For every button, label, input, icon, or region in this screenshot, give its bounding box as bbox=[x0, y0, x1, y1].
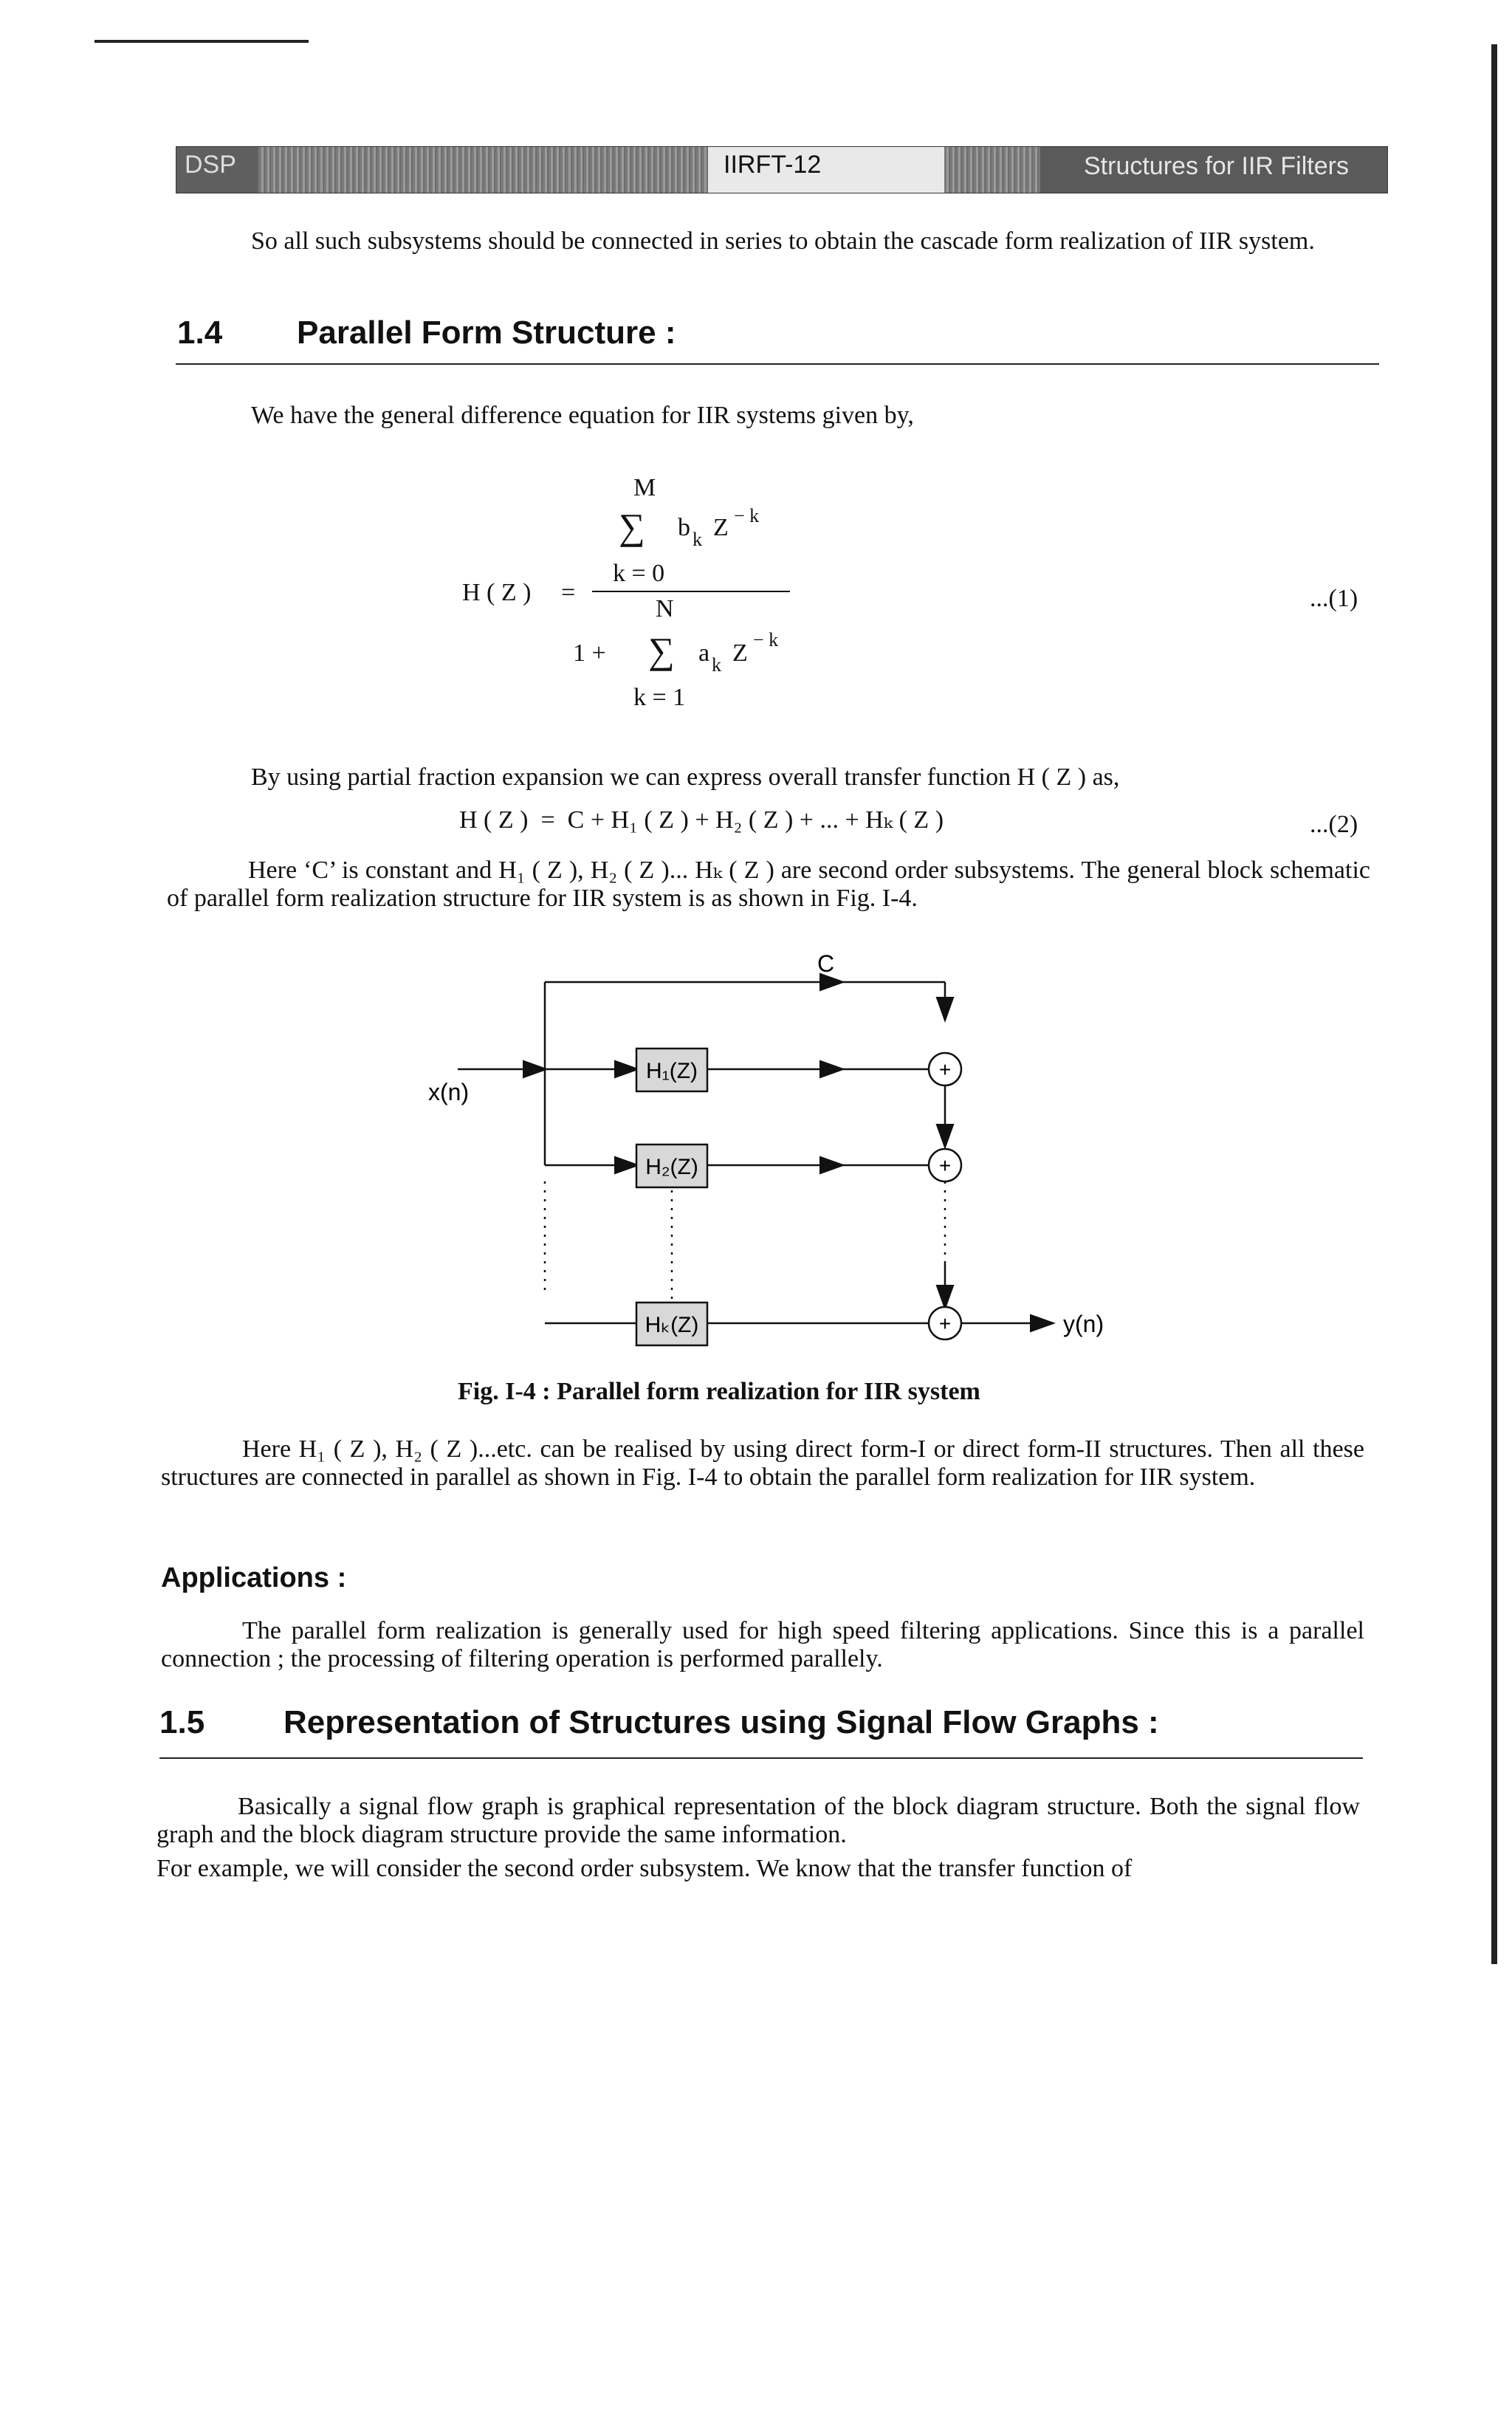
eq1-num-lower-limit: k = 0 bbox=[613, 560, 665, 587]
eq1-den-upper-limit: N bbox=[656, 595, 674, 622]
eq1-num-z: Z bbox=[713, 514, 729, 541]
eq1-den-lower-limit: k = 1 bbox=[633, 684, 686, 711]
eq1-den-sup: − k bbox=[753, 629, 779, 651]
parallel-form-diagram bbox=[428, 945, 1122, 1366]
figure-caption: Fig. I-4 : Parallel form realization for IIR system bbox=[458, 1378, 980, 1405]
h1-label: H₁(Z) bbox=[645, 1059, 698, 1083]
eq1-den-prefix: 1 + bbox=[573, 639, 606, 667]
eq1-equals: = bbox=[561, 579, 576, 606]
paragraph-partial-fraction: By using partial fraction expansion we can express overall transfer function H ( Z ) as, bbox=[251, 763, 1120, 791]
input-label: x(n) bbox=[428, 1079, 470, 1105]
equation-2: H ( Z ) = C + H₁ ( Z ) + H₂ ( Z ) + ... + Hₖ ( Z ) bbox=[459, 806, 944, 834]
intro-paragraph: So all such subsystems should be connected in series to obtain the cascade form realization of IIR system. bbox=[251, 227, 1315, 255]
eq1-num-sum: ∑ bbox=[619, 506, 645, 547]
header-page-number: IIRFT-12 bbox=[724, 151, 822, 179]
section-title-1-4: Parallel Form Structure : bbox=[297, 315, 676, 351]
paragraph-sfg-example: For example, we will consider the second order subsystem. We know that the transfer function of bbox=[157, 1855, 1133, 1882]
section-number-1-5: 1.5 bbox=[159, 1704, 205, 1740]
adder-k-sign: + bbox=[938, 1312, 952, 1335]
adder-1-sign: + bbox=[938, 1058, 952, 1081]
eq1-fraction-bar bbox=[592, 591, 790, 592]
eq1-num-upper-limit: M bbox=[633, 474, 656, 501]
eq1-lhs: H ( Z ) bbox=[462, 579, 532, 606]
section-number-1-4: 1.4 bbox=[177, 315, 223, 351]
eq1-num-sup: − k bbox=[734, 505, 760, 526]
applications-heading: Applications : bbox=[161, 1562, 347, 1593]
eq1-tag: ...(1) bbox=[1310, 585, 1358, 612]
eq2-tag: ...(2) bbox=[1310, 811, 1358, 838]
section-rule-1-5 bbox=[159, 1757, 1363, 1759]
eq1-den-sum: ∑ bbox=[648, 630, 675, 671]
header-chapter-title: Structures for IIR Filters bbox=[1084, 152, 1349, 180]
eq1-num-b: b bbox=[678, 514, 690, 541]
header-left-label: DSP bbox=[185, 151, 236, 179]
eq1-den-sub: k bbox=[712, 654, 721, 676]
page-edge-shadow bbox=[1491, 44, 1497, 1964]
hk-label: Hₖ(Z) bbox=[645, 1313, 699, 1337]
eq1-den-z: Z bbox=[732, 639, 748, 667]
adder-2-sign: + bbox=[938, 1154, 952, 1177]
output-label: y(n) bbox=[1063, 1311, 1104, 1337]
top-scan-line bbox=[94, 40, 309, 43]
section-title-1-5: Representation of Structures using Signal Flow Graphs : bbox=[284, 1704, 1159, 1740]
eq1-den-a: a bbox=[698, 639, 710, 667]
c-label: C bbox=[817, 950, 835, 977]
eq1-num-sub: k bbox=[693, 529, 702, 550]
paragraph-realisation: Here H₁ ( Z ), H₂ ( Z )...etc. can be realised by using direct form-I or direct form-II structures. Then all these structures are connected in parallel as shown in Fig. I-4 to obtain the parallel form realization for IIR system. bbox=[161, 1435, 1364, 1491]
paragraph-difference-eq-intro: We have the general difference equation for IIR systems given by, bbox=[251, 402, 914, 429]
paragraph-subsystems: Here ‘C’ is constant and H₁ ( Z ), H₂ ( Z )... Hₖ ( Z ) are second order subsystems. The general block schematic of parallel form realization structure for IIR system is as shown in Fig. I-4. bbox=[167, 857, 1370, 912]
paragraph-applications: The parallel form realization is generally used for high speed filtering applications. Since this is a parallel connection ; the processing of filtering operation is performed parallely. bbox=[161, 1617, 1364, 1672]
section-rule-1-4 bbox=[176, 363, 1379, 365]
h2-label: H₂(Z) bbox=[645, 1155, 698, 1179]
paragraph-sfg-intro: Basically a signal flow graph is graphical representation of the block diagram structure. Both the signal flow graph and the block diagram structure provide the same information. bbox=[157, 1793, 1360, 1848]
